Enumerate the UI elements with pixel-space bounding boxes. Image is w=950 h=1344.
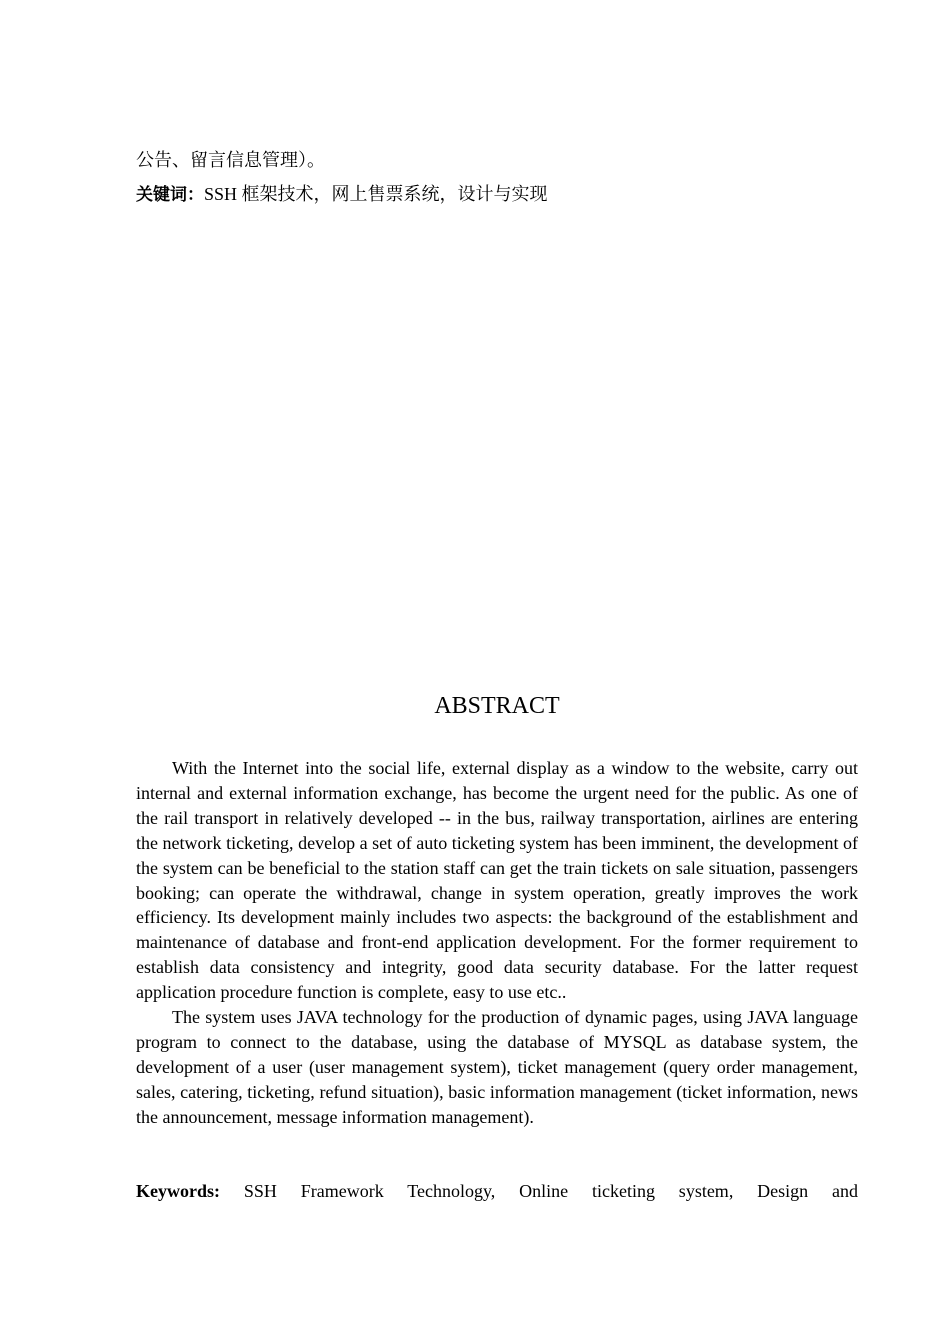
- abstract-body: [136, 756, 858, 1130]
- chinese-keywords-value: SSH 框架技术，网上售票系统，设计与实现: [204, 184, 548, 204]
- abstract-paragraph-2: The system uses JAVA technology for the production of dynamic pages, using JAVA language program to connect to the database, using the database of MYSQL as database system, the development of a user (user management system), ticket management (query order management, sales, catering, ticketing, refund situation), basic information management (ticket information, news the announcement, message information management).: [136, 1007, 858, 1127]
- chinese-keywords: [136, 182, 858, 207]
- chinese-abstract-text: 公告、留言信息管理）。: [136, 150, 325, 170]
- english-keywords-value: SSH Framework Technology, Online ticketing system, Design and: [243, 1181, 858, 1201]
- english-keywords-label: Keywords:: [136, 1181, 220, 1201]
- chinese-keywords-label: 关键词：: [136, 185, 204, 205]
- abstract-paragraph-1: With the Internet into the social life, external display as a window to the website, carry out internal and external information exchange, has become the urgent need for the public. As one of the rail transport in relatively developed -- in the bus, railway transportation, airlines are entering the network ticketing, develop a set of auto ticketing system has been imminent, the development of the system can be beneficial to the station staff can get the train tickets on sale situation, passengers booking; can operate the withdrawal, change in system operation, greatly improves the work efficiency. Its development mainly includes two aspects: the background of the establishment and maintenance of database and front-end application development. For the former requirement to establish data consistency and integrity, good data security database. For the latter request application procedure function is complete, easy to use etc..: [136, 758, 858, 1003]
- chinese-abstract-tail: [136, 148, 858, 172]
- english-keywords: [136, 1179, 858, 1204]
- abstract-title: ABSTRACT: [434, 693, 560, 719]
